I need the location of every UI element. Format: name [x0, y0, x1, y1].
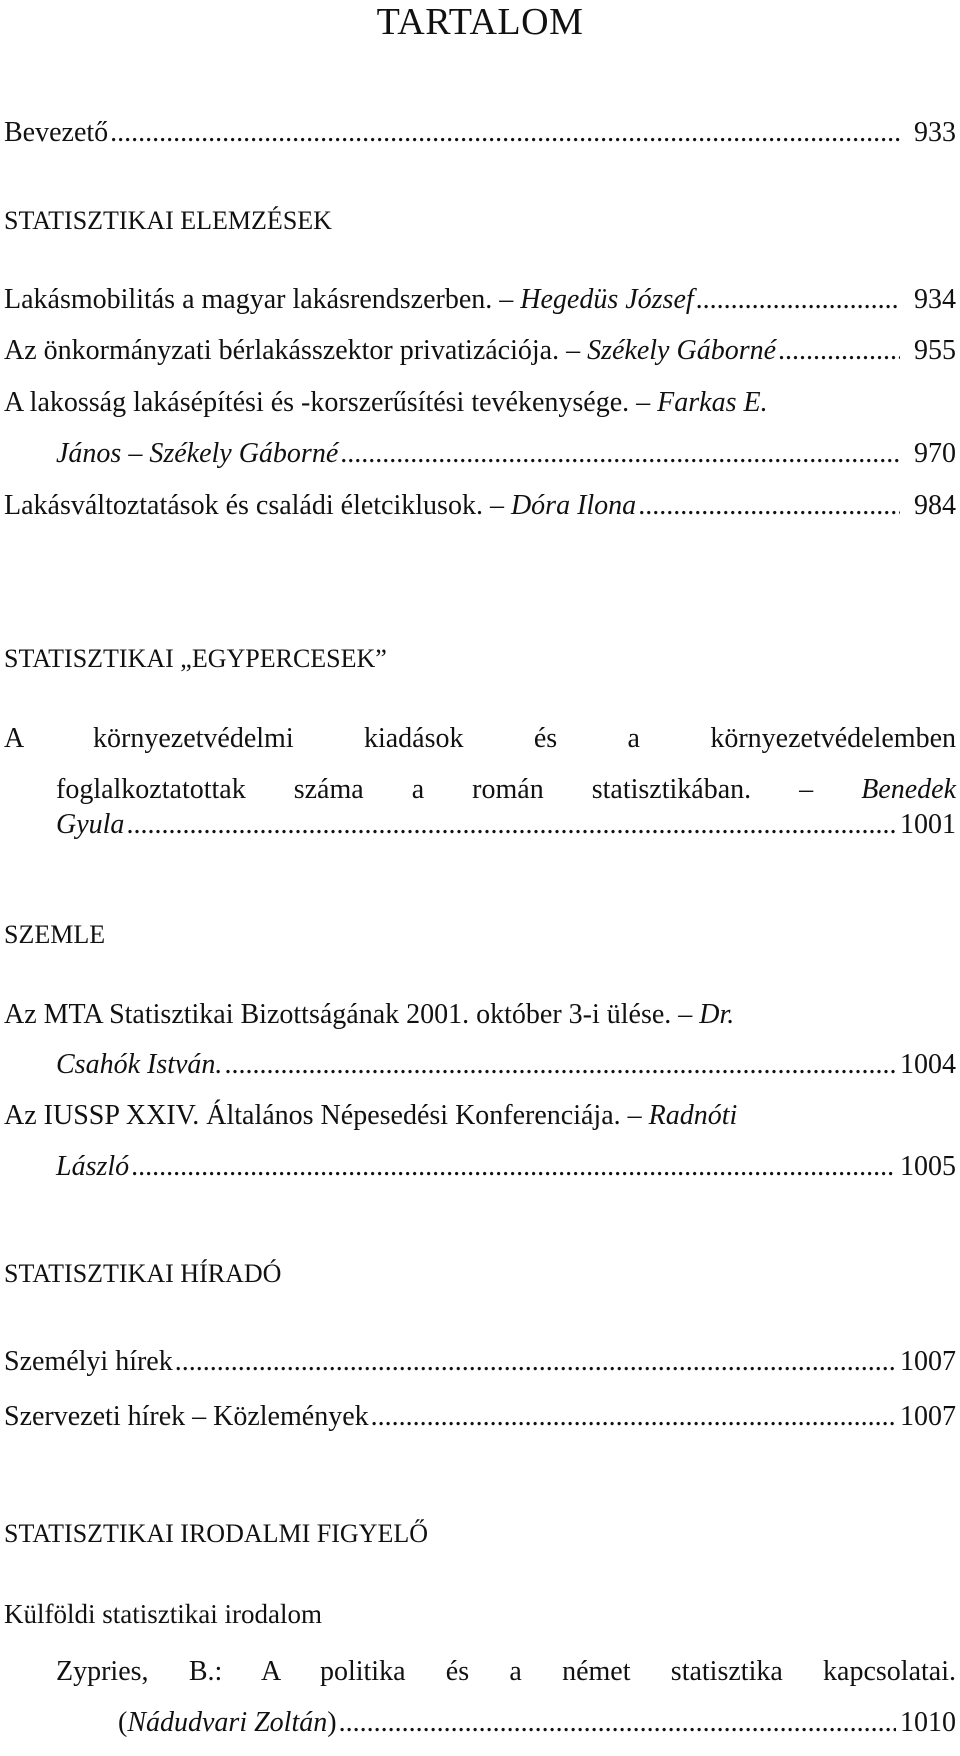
dot-leader	[224, 1048, 896, 1082]
toc-entry-szervezeti-hirek[interactable]	[4, 1400, 956, 1434]
toc-entry-author: Dóra Ilona	[510, 490, 637, 521]
toc-entry-kornyezetvedelmi-line1[interactable]: A környezetvédelmi kiadások és a környezetvédelemben	[4, 723, 956, 754]
dot-leader	[110, 116, 900, 150]
section-heading-elemzesek: STATISZTIKAI ELEMZÉSEK	[4, 206, 332, 235]
page-title: TARTALOM	[376, 1, 584, 43]
toc-page-number: 1005	[900, 1151, 956, 1182]
toc-entry-iussp-line1[interactable]	[4, 1099, 956, 1133]
toc-page-number: 1007	[900, 1346, 956, 1377]
section-heading-szemle: SZEMLE	[4, 920, 106, 949]
toc-page-number: 1001	[900, 809, 956, 840]
toc-page-number: 933	[914, 117, 956, 148]
toc-page-number: 984	[914, 490, 956, 521]
toc-entry-iussp-line2[interactable]	[56, 1150, 956, 1184]
subheading-kulfoldi: Külföldi statisztikai irodalom	[4, 1599, 322, 1629]
toc-entry-author: Hegedüs József	[520, 284, 694, 315]
toc-page-number: 1010	[900, 1707, 956, 1738]
toc-entry-lakasvaltoztatasok[interactable]	[4, 489, 956, 523]
section-heading-hirado: STATISZTIKAI HÍRADÓ	[4, 1259, 282, 1288]
toc-entry-label: Lakásmobilitás a magyar lakásrendszerben. – Hegedüs József	[4, 284, 694, 315]
dot-leader	[339, 1706, 896, 1740]
dot-leader	[778, 334, 900, 368]
toc-entry-label: Szervezeti hírek – Közlemények	[4, 1401, 369, 1432]
toc-entry-intro[interactable]	[4, 116, 956, 150]
toc-entry-mta-line2[interactable]	[56, 1048, 956, 1082]
toc-page-number: 1004	[900, 1049, 956, 1080]
toc-entry-berlakasszektor[interactable]	[4, 334, 956, 368]
toc-entry-author: Székely Gáborné	[587, 335, 777, 366]
section-heading-egypercesek: STATISZTIKAI „EGYPERCESEK”	[4, 644, 387, 673]
toc-entry-author: Csahók István.	[56, 1049, 223, 1080]
toc-entry-author: Nádudvari Zoltán	[127, 1707, 328, 1738]
toc-entry-author: Dr.	[699, 999, 735, 1030]
toc-entry-kornyezetvedelmi-line2[interactable]: foglalkoztatottak száma a román statisztikában. – Benedek	[56, 774, 957, 805]
dot-leader	[131, 1150, 896, 1184]
toc-page-number: 1007	[900, 1401, 956, 1432]
toc-entry-author: János – Székely Gáborné	[56, 438, 339, 469]
toc-entry-szemelyi-hirek[interactable]	[4, 1345, 956, 1379]
toc-entry-lakasmobilitas[interactable]	[4, 283, 956, 317]
toc-entry-mta-line1[interactable]	[4, 998, 956, 1032]
dot-leader	[371, 1400, 896, 1434]
toc-entry-author: Farkas E.	[657, 387, 768, 418]
toc-entry-label: Lakásváltoztatások és családi életciklusok. – Dóra Ilona	[4, 490, 637, 521]
toc-entry-label: Az önkormányzati bérlakásszektor privatizációja. – Székely Gáborné	[4, 335, 777, 366]
toc-entry-label: Az MTA Statisztikai Bizottságának 2001. október 3-i ülése. – Dr.	[4, 999, 735, 1030]
toc-entry-label: Bevezető	[4, 117, 109, 148]
toc-entry-kornyezetvedelmi-line3[interactable]	[56, 808, 956, 842]
toc-entry-author: Gyula	[56, 809, 125, 840]
section-heading-irodalmi: STATISZTIKAI IRODALMI FIGYELŐ	[4, 1519, 428, 1548]
toc-entry-lakasepitesi-line1[interactable]	[4, 386, 956, 420]
toc-entry-author: László	[56, 1151, 130, 1182]
toc-entry-author: Radnóti	[648, 1100, 738, 1131]
toc-entry-label: Az IUSSP XXIV. Általános Népesedési Konferenciája. – Radnóti	[4, 1100, 738, 1131]
toc-page-number: 970	[914, 438, 956, 469]
toc-page-number: 934	[914, 284, 956, 315]
toc-entry-zypries-line2[interactable]	[118, 1706, 956, 1740]
toc-page-number: 955	[914, 335, 956, 366]
dot-leader	[340, 437, 900, 471]
toc-entry-zypries-line1[interactable]: Zypries, B.: A politika és a német statisztika kapcsolatai.	[56, 1656, 956, 1687]
toc-entry-author: Benedek	[861, 774, 957, 805]
dot-leader	[638, 489, 900, 523]
toc-entry-label: (Nádudvari Zoltán)	[118, 1707, 337, 1738]
toc-entry-label: A lakosság lakásépítési és -korszerűsítési tevékenysége. – Farkas E.	[4, 387, 768, 418]
toc-entry-label: Személyi hírek	[4, 1346, 173, 1377]
dot-leader	[175, 1345, 896, 1379]
toc-entry-lakasepitesi-line2[interactable]	[56, 437, 956, 471]
dot-leader	[696, 283, 900, 317]
dot-leader	[126, 808, 896, 842]
